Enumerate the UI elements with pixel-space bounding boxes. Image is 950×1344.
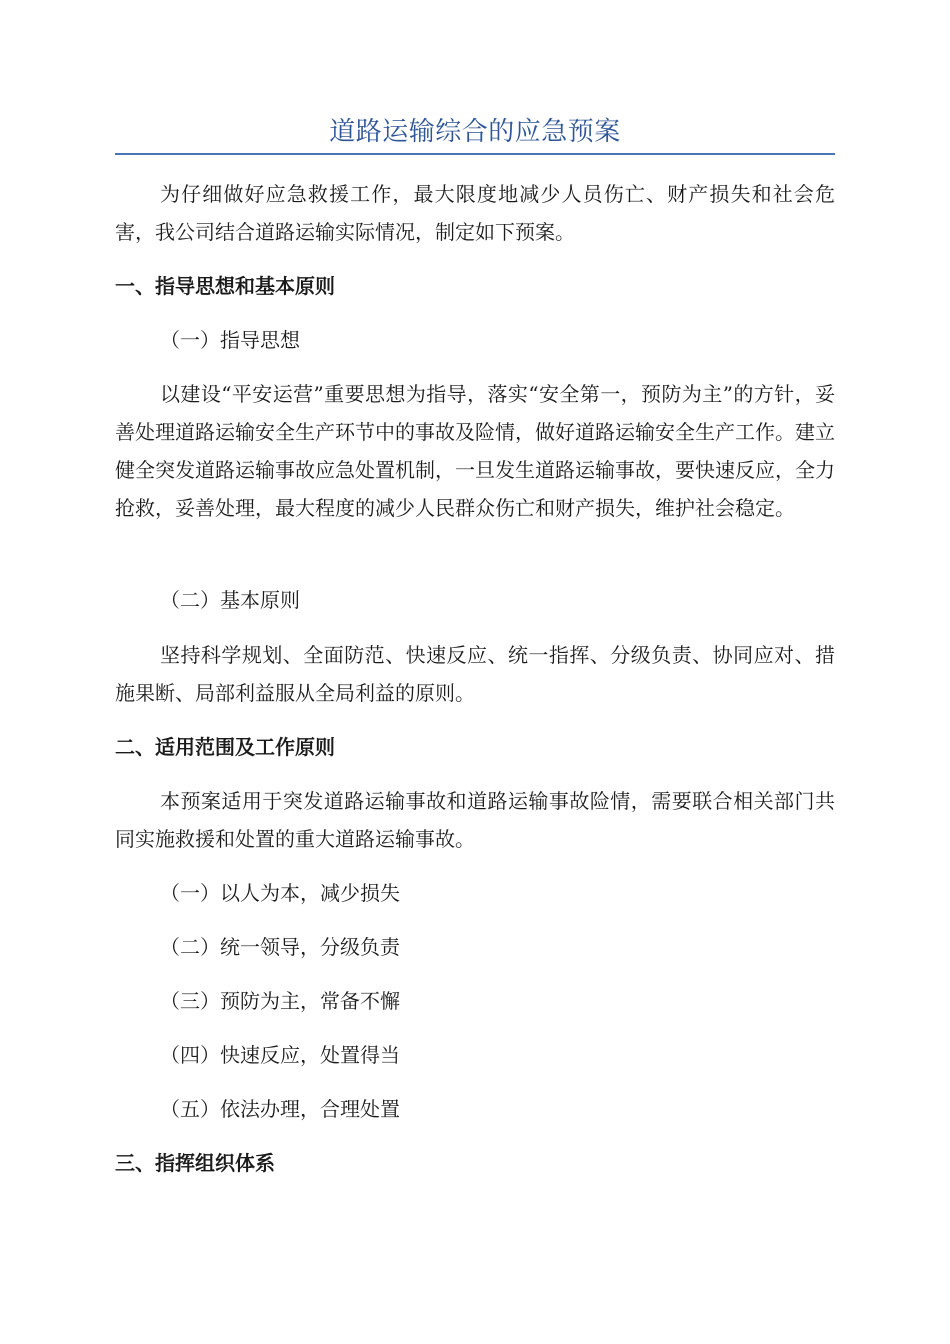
principle-item: （四）快速反应，处置得当 bbox=[160, 1043, 400, 1067]
section-heading-1: 一、指导思想和基本原则 bbox=[115, 274, 335, 298]
principle-item: （一）以人为本，减少损失 bbox=[160, 881, 400, 905]
basic-principles-paragraph: 坚持科学规划、全面防范、快速反应、统一指挥、分级负责、协同应对、措施果断、局部利益服从全局利益的原则。 bbox=[115, 643, 835, 705]
subheading-basic-principles: （二）基本原则 bbox=[160, 588, 300, 612]
scope-paragraph: 本预案适用于突发道路运输事故和道路运输事故险情，需要联合相关部门共同实施救援和处置的重大道路运输事故。 bbox=[115, 789, 835, 851]
title-underline bbox=[115, 153, 835, 155]
principle-item: （三）预防为主，常备不懈 bbox=[160, 989, 400, 1013]
principle-item: （二）统一领导，分级负责 bbox=[160, 935, 400, 959]
intro-paragraph: 为仔细做好应急救援工作，最大限度地减少人员伤亡、财产损失和社会危害，我公司结合道路运输实际情况，制定如下预案。 bbox=[115, 182, 835, 244]
subheading-guiding-thought: （一）指导思想 bbox=[160, 328, 300, 352]
guiding-thought-paragraph: 以建设“平安运营”重要思想为指导，落实“安全第一，预防为主”的方针，妥善处理道路运输安全生产环节中的事故及险情，做好道路运输安全生产工作。建立健全突发道路运输事故应急处置机制，一旦发生道路运输事故，要快速反应，全力抢救，妥善处理，最大程度的减少人民群众伤亡和财产损失，维护社会稳定。 bbox=[115, 382, 835, 520]
document-title: 道路运输综合的应急预案 bbox=[329, 117, 621, 147]
section-heading-2: 二、适用范围及工作原则 bbox=[115, 735, 335, 759]
principle-item: （五）依法办理，合理处置 bbox=[160, 1097, 400, 1121]
section-heading-3: 三、指挥组织体系 bbox=[115, 1151, 275, 1175]
